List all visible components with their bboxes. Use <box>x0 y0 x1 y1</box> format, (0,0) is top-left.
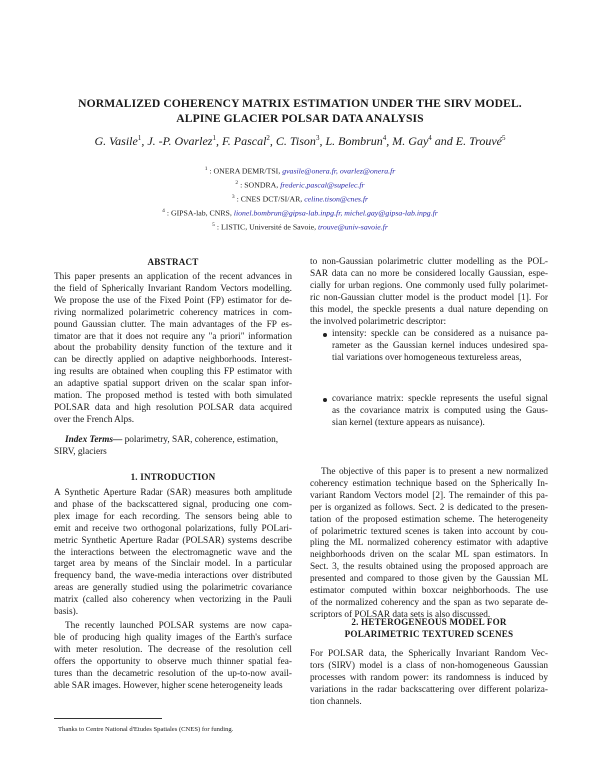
text-line: presented and compared to those given by the Gaussian ML <box>310 574 548 585</box>
text-line: of polarimetric textured scenes is taken into account by cou- <box>310 526 548 537</box>
affiliation <box>0 180 600 190</box>
affiliation <box>0 194 600 204</box>
affiliation-email[interactable]: lionel.bombrun@gipsa-lab.inpg.fr, michel.gay@gipsa-lab.inpg.fr <box>233 208 438 218</box>
text-line: emit and receive two orthogonal polarizations, fully POLari- <box>54 523 292 534</box>
text-line: matrix (called also coherency when vectorizing in the Pauli <box>54 595 292 606</box>
introduction-paragraph-1 <box>54 488 292 619</box>
text-line: covariance matrix: speckle represents the useful signal <box>332 394 548 404</box>
text-line: rameter as the Gaussian kernel induces undesired spa- <box>332 340 548 351</box>
affiliation-org: : LISTIC, Université de Savoie, <box>214 222 318 232</box>
intro-continued-text <box>310 257 548 328</box>
affiliation-mark: 5 <box>212 222 215 228</box>
text-line: variant Random Vectors model [2]. The remainder of this pa- <box>310 490 548 501</box>
text-line: the involved polarimetric descriptor: <box>310 316 447 327</box>
author-name: L. Bombrun <box>325 134 383 148</box>
affiliation-mark: 1 <box>204 166 208 172</box>
author-name: M. Gay <box>392 134 429 148</box>
text-line: sian kernel (texture appears as nuisance). <box>332 417 485 428</box>
paper-title-line-1: NORMALIZED COHERENCY MATRIX ESTIMATION UNDER THE SIRV MODEL. <box>78 97 522 110</box>
bullet-item-intensity <box>332 329 548 365</box>
author-affiliation-mark: 4 <box>382 134 387 142</box>
affiliation-email[interactable]: frederic.pascal@supelec.fr <box>280 180 365 190</box>
affiliation-org: : CNES DCT/SI/AR, <box>234 194 305 204</box>
objective-paragraph <box>310 467 548 622</box>
text-line: Sect. 3, the results obtained using the proposed approach are <box>310 562 548 573</box>
author-affiliation-mark: 1 <box>212 134 216 142</box>
abstract-body <box>54 272 292 427</box>
bullet-marker <box>323 333 327 337</box>
affiliation-email[interactable]: gvasile@onera.fr, ovarlez@onera.fr <box>282 166 396 176</box>
text-line: per is organized as follows. Sect. 2 is dedicated to the presen- <box>310 502 548 513</box>
text-line: POLSAR data and high resolution POLSAR data acquired <box>54 402 292 413</box>
text-line: mation. The proposed method is tested with both simulated <box>54 391 292 402</box>
text-line: plex image for each recording. The sensors being able to <box>54 511 292 522</box>
text-line: basis). <box>54 607 79 618</box>
abstract-text <box>54 272 292 427</box>
introduction-heading: 1. INTRODUCTION <box>130 472 216 482</box>
text-line: riving normalized polarimetric coherency matrices in com- <box>54 307 292 318</box>
author-name: E. Trouvé <box>455 134 502 148</box>
text-line: and phase of the backscattered signal, producing one com- <box>54 499 292 510</box>
text-line: ric non-Gaussian clutter model is the product model [1]. For <box>310 292 548 303</box>
text-line: neighborhoods driven on the scalar ML span estimators. In <box>310 550 548 561</box>
affiliation <box>0 222 600 232</box>
text-line: pling the ML normalized coherency estimator with adaptive <box>310 538 548 549</box>
affiliation <box>0 166 600 176</box>
text-line: intensity: speckle can be considered as a nuisance pa- <box>332 329 548 339</box>
author-affiliation-mark: 3 <box>315 134 320 142</box>
text-line: cially for urban regions. One commonly used fully polarimet- <box>310 280 548 291</box>
index-terms <box>54 435 292 459</box>
text-line: of the normalized coherency and the span as two separate de- <box>310 597 548 608</box>
affiliation-org: : SONDRA, <box>238 180 281 190</box>
paper-title-line-2: ALPINE GLACIER POLSAR DATA ANALYSIS <box>176 112 424 125</box>
text-line: A Synthetic Aperture Radar (SAR) measures both amplitude <box>54 488 292 498</box>
author-name: C. Tison <box>275 134 316 148</box>
author-affiliation-mark: 1 <box>137 134 142 142</box>
bullet-item-intensity-text <box>332 329 548 365</box>
text-line: The recently launched POLSAR systems are now capa- <box>65 621 292 631</box>
text-line: with meter resolution. The decrease of the resolution cell <box>54 644 292 655</box>
affiliation-email[interactable]: trouve@univ-savoie.fr <box>317 222 388 232</box>
intro-continued-paragraph <box>310 257 548 328</box>
author-affiliation-mark: 2 <box>266 134 270 142</box>
text-line: processes with random power: its randomness is induced by <box>310 672 548 683</box>
text-line: timator are that it does not require any "a priori" information <box>54 331 292 342</box>
funding-footnote: Thanks to Centre National d'Etudes Spatiales (CNES) for funding. <box>58 726 234 733</box>
text-line: areas are generally studied using the polarimetric covariance <box>54 583 292 594</box>
text-line: the interactions between the electromagnetic wave and the <box>54 547 292 558</box>
affiliation <box>0 208 600 218</box>
bullet-item-covariance <box>332 394 548 430</box>
text-line: The objective of this paper is to present a new normalized <box>321 467 548 477</box>
text-line: over the French Alps. <box>54 414 135 425</box>
objective-paragraph-text <box>310 467 548 622</box>
index-terms-label: Index Terms— <box>65 435 123 445</box>
footnote-rule <box>54 718 162 719</box>
text-line: estimator computed within boxcar neighborhoods. The use <box>310 586 548 597</box>
affiliation-mark: 4 <box>162 208 165 214</box>
section-2-heading-line-1: 2. HETEROGENEOUS MODEL FOR <box>351 617 507 627</box>
text-line: This paper presents an application of the recent advances in <box>54 272 292 282</box>
author-name: J. -P. Ovarlez <box>147 134 213 148</box>
author-list: G. Vasile$^1$, J. -P. Ovarlez$^1$, F. Pascal$^2$, C. Tison$^3$, L. Bombrun$^4$, M. Gay$^4$ and E. Trouvé$^5$ <box>94 134 506 148</box>
index-terms-line-2: SIRV, glaciers <box>54 446 107 457</box>
author-affiliation-mark: 4 <box>428 134 432 142</box>
text-line: an adaptive spatial support driven on the scalar span infor- <box>54 379 292 390</box>
introduction-paragraph-1-text <box>54 488 292 619</box>
introduction-paragraph-2-text <box>54 621 292 692</box>
affiliation-mark: 2 <box>235 180 239 186</box>
author-name: F. Pascal <box>221 134 267 148</box>
text-line: tial variations over homogeneous textureless areas, <box>332 352 522 363</box>
text-line: this model, the speckle presents a dual nature depending on <box>310 304 548 315</box>
text-line: the field of Spherically Invariant Random Vectors modelling. <box>54 283 292 294</box>
text-line: tures than the decametric resolution of the up-to-now avail- <box>54 668 292 679</box>
text-line: ing results are obtained when coupling this FP estimator with <box>54 367 292 378</box>
author-name: G. Vasile <box>94 134 138 148</box>
text-line: can be directly applied on adaptive neighborhoods. Interest- <box>54 355 292 366</box>
text-line: scriptors of POLSAR data sets is also discussed. <box>310 609 491 620</box>
text-line: able SAR images. However, higher scene heterogeneity leads <box>54 680 283 691</box>
text-line: pound Gaussian clutter. The main advantages of the FP es- <box>54 319 292 330</box>
text-line: offers the opportunity to observe much thinner spatial fea- <box>54 656 292 667</box>
bullet-marker <box>323 398 327 402</box>
section-2-heading-line-2: POLARIMETRIC TEXTURED SCENES <box>344 629 514 639</box>
text-line: to non-Gaussian polarimetric clutter modelling as the POL- <box>310 257 548 267</box>
text-line: target area by means of the Sinclair model. In a particular <box>54 559 292 570</box>
text-line: tion channels. <box>310 696 362 707</box>
section-2-paragraph <box>310 649 548 709</box>
abstract-heading: ABSTRACT <box>147 257 199 267</box>
index-terms-line-1: polarimetry, SAR, coherence, estimation, <box>122 435 279 445</box>
section-2-paragraph-text <box>310 649 548 709</box>
introduction-paragraph-2 <box>54 621 292 692</box>
affiliation-email[interactable]: celine.tison@cnes.fr <box>304 194 369 204</box>
text-line: tors (SIRV) model is a class of non-homogeneous Gaussian <box>310 660 548 671</box>
text-line: ble of producing high quality images of the Earth's surface <box>54 632 292 643</box>
text-line: coherency estimation technique based on the Spherically In- <box>310 478 548 489</box>
bullet-item-covariance-text <box>332 394 548 430</box>
text-line: as the covariance matrix is computed using the Gaus- <box>332 405 548 416</box>
affiliation-org: : ONERA DEMR/TSI, <box>207 166 283 176</box>
text-line: frequency band, the wave-media interactions over distributed <box>54 571 292 582</box>
author-affiliation-mark: 5 <box>502 134 506 142</box>
text-line: We propose the use of the Fixed Point (FP) estimator for de- <box>54 295 292 306</box>
text-line: about the probability density function of the texture and it <box>54 343 292 354</box>
affiliation-mark: 3 <box>231 194 235 200</box>
text-line: SAR data can no more be considered locally Gaussian, espe- <box>310 268 548 279</box>
text-line: metric Synthetic Aperture Radar (POLSAR) systems describe <box>54 535 292 546</box>
text-line: variations in the radar backscattering over different polariza- <box>310 684 548 695</box>
text-line: For POLSAR data, the Spherically Invariant Random Vec- <box>310 649 548 659</box>
text-line: tation of the proposed estimation scheme. The heterogeneity <box>310 514 548 525</box>
affiliation-org: : GIPSA-lab, CNRS, <box>164 208 234 218</box>
